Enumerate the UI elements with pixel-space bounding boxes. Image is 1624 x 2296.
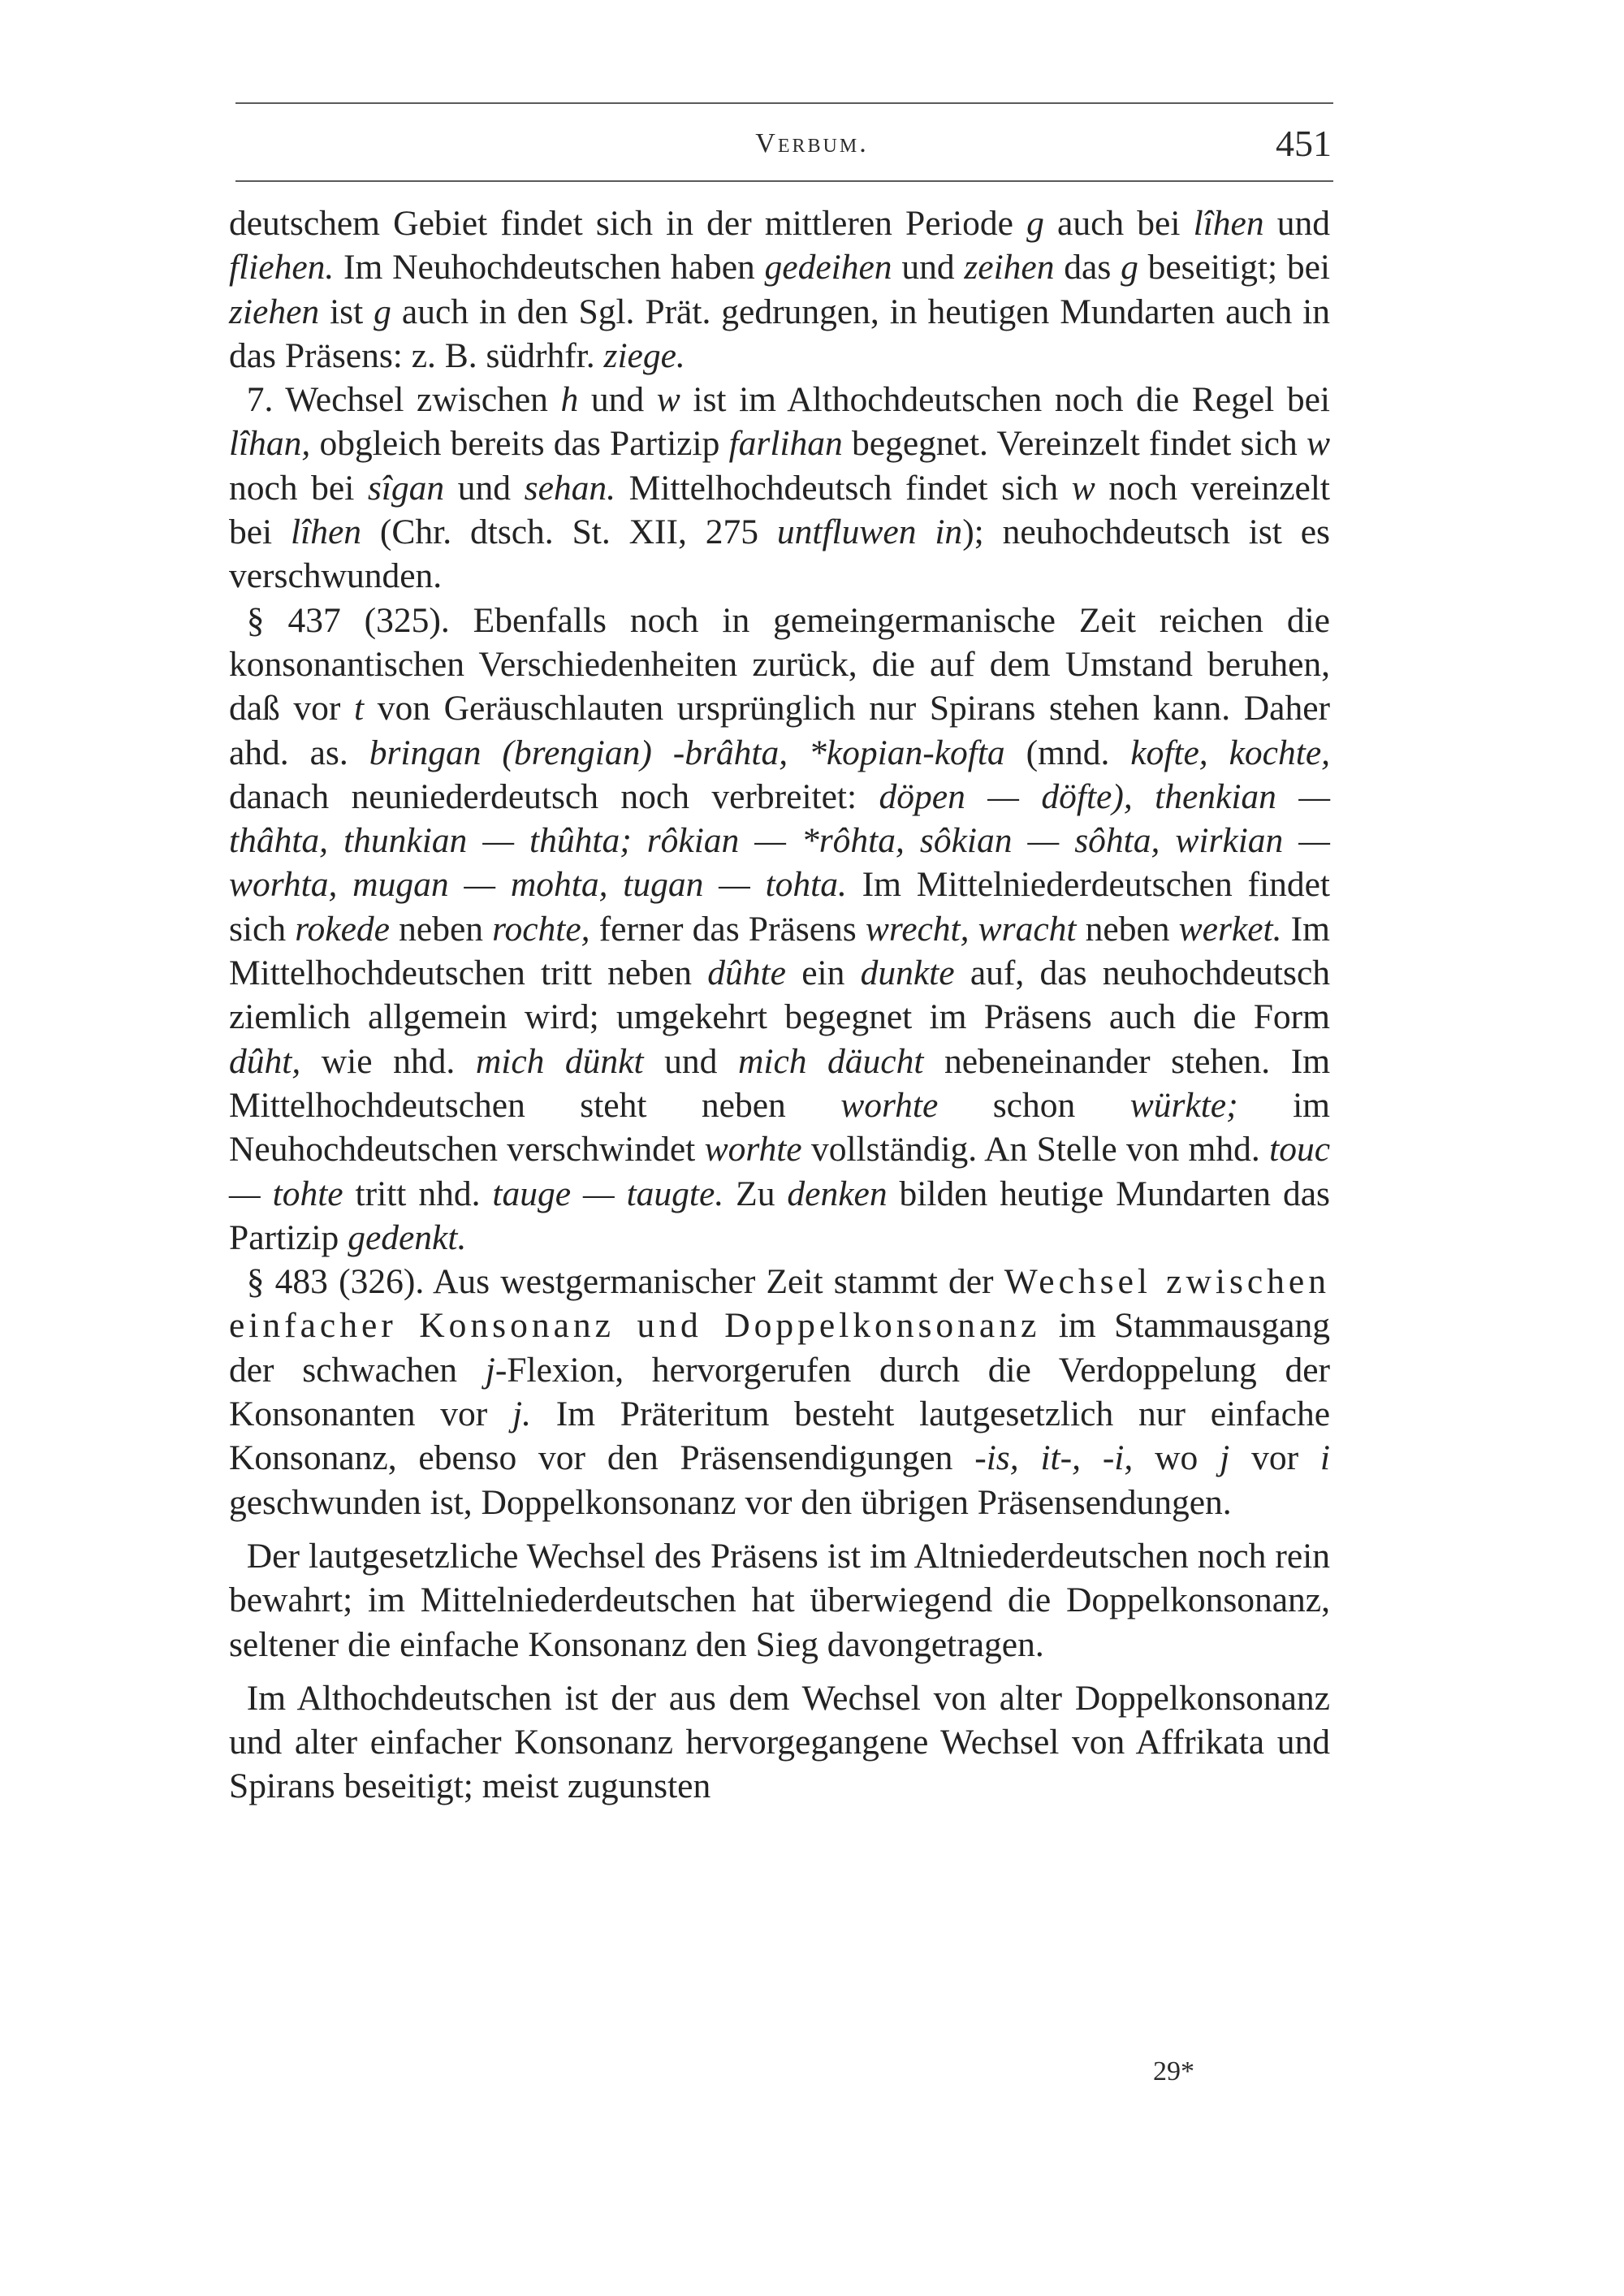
- italic-term: ziehen: [229, 292, 320, 331]
- text-run: und: [1263, 204, 1331, 243]
- text-run: Im Althochdeutschen ist der aus dem Wechsel von alter Doppelkonsonanz und alter einfacher Konsonanz hervorgegangene Wechsel von Affrikata und Spirans beseitigt; meist zugunsten: [229, 1678, 1330, 1806]
- text-run: ein: [785, 953, 861, 993]
- italic-term: worhte: [704, 1130, 802, 1170]
- text-run: und: [892, 248, 965, 288]
- paragraph: [229, 1676, 1330, 1809]
- italic-term: bringan (brengian) -brâhta, *kopian-kofta: [369, 733, 1005, 772]
- text-run: und: [643, 1041, 738, 1081]
- italic-term: g: [1026, 204, 1044, 243]
- text-run: danach neuniederdeutsch noch verbreitet:: [229, 776, 879, 816]
- italic-term: sîgan: [367, 468, 445, 508]
- italic-term: t: [354, 689, 365, 729]
- text-run: im Stammausgang der schwachen: [229, 1306, 1330, 1390]
- text-run: tritt nhd.: [343, 1174, 493, 1213]
- text-run: Im Mittelniederdeutschen findet sich: [229, 865, 1330, 949]
- italic-term: j: [485, 1350, 495, 1390]
- text-run: ist: [319, 292, 374, 331]
- text-run: 7. Wechsel zwischen: [246, 380, 561, 420]
- paragraph: [229, 1260, 1330, 1524]
- italic-term: g: [1121, 248, 1138, 288]
- italic-term: rokede: [295, 909, 390, 949]
- text-run: Mittelhochdeutsch findet sich: [615, 468, 1072, 508]
- italic-term: worhte: [840, 1085, 939, 1125]
- paragraph: [229, 1534, 1330, 1667]
- italic-term: i: [1320, 1438, 1330, 1478]
- paragraph: [229, 201, 1330, 378]
- italic-term: dûht,: [229, 1041, 301, 1081]
- signature-mark: 29*: [1153, 2056, 1194, 2086]
- italic-term: gedenkt.: [348, 1217, 467, 1257]
- italic-term: g: [374, 292, 391, 331]
- header-rule-top: [235, 102, 1333, 104]
- italic-term: döpen — döfte), thenkian — thâhta, thunkian — thûhta; rôkian — *rôhta, sôkian — sôhta, wirkian — worhta, mugan — mohta, tugan — tohta.: [229, 776, 1331, 905]
- italic-term: sehan.: [524, 468, 616, 508]
- italic-term: w: [656, 380, 680, 420]
- italic-term: lîhan,: [229, 424, 311, 464]
- paragraph: [229, 599, 1330, 1260]
- italic-term: w: [1071, 468, 1095, 508]
- italic-term: fliehen.: [229, 248, 335, 288]
- page-number: 451: [1276, 123, 1332, 164]
- italic-term: denken: [787, 1174, 888, 1213]
- italic-term: lîhen: [1193, 204, 1264, 243]
- text-run: Der lautgesetzliche Wechsel des Präsens ist im Altniederdeutschen noch rein bewahrt; im Mittelniederdeutschen hat überwiegend die Doppelkonsonanz, seltener die einfache Konsonanz den Sieg davongetragen.: [229, 1536, 1330, 1664]
- running-head: Verbum.: [755, 128, 869, 158]
- text-run: (mnd.: [1004, 733, 1131, 772]
- text-run: geschwunden ist, Doppelkonsonanz vor den übrigen Präsensendungen.: [229, 1482, 1232, 1522]
- italic-term: tauge — taugte.: [492, 1174, 724, 1213]
- text-run: Im Präteritum besteht lautgesetzlich nur einfache Konsonanz, ebenso vor den Präsensendigungen: [229, 1394, 1331, 1478]
- text-run: im Neuhochdeutschen verschwindet: [229, 1085, 1330, 1170]
- text-run: beseitigt; bei: [1138, 248, 1330, 288]
- text-run: noch bei: [229, 468, 368, 508]
- text-run: und: [578, 380, 657, 420]
- italic-term: w: [1306, 424, 1330, 464]
- text-run: nebeneinander stehen. Im Mittelhochdeutschen steht neben: [229, 1041, 1331, 1125]
- italic-term: rochte,: [492, 909, 590, 949]
- italic-term: touc — tohte: [229, 1130, 1331, 1213]
- italic-term: lîhen: [291, 512, 362, 552]
- italic-term: j.: [512, 1394, 531, 1434]
- text-run: deutschem Gebiet findet sich in der mittleren Periode: [229, 204, 1027, 243]
- italic-term: werket.: [1178, 909, 1282, 949]
- body-text: [229, 201, 1330, 1809]
- italic-term: dunkte: [860, 953, 955, 993]
- italic-term: gedeihen: [764, 248, 892, 288]
- text-run: wie nhd.: [300, 1041, 476, 1081]
- text-run: Im Mittelhochdeutschen tritt neben: [229, 909, 1330, 993]
- text-run: neben: [1076, 909, 1179, 949]
- text-run: Im Neuhochdeutschen haben: [334, 248, 765, 288]
- paragraph: [229, 378, 1330, 598]
- italic-term: j: [1220, 1438, 1230, 1478]
- italic-term: kofte, kochte,: [1130, 733, 1330, 772]
- text-run: auf, das neuhochdeutsch ziemlich allgemein wird; umgekehrt begegnet im Präsens auch die Form: [229, 953, 1330, 1037]
- text-run: vor: [1229, 1438, 1320, 1478]
- italic-term: farlihan: [728, 424, 843, 464]
- italic-term: zeihen: [964, 248, 1055, 288]
- italic-term: ziege.: [603, 335, 685, 375]
- text-run: auch bei: [1043, 204, 1194, 243]
- italic-term: dûhte: [707, 953, 786, 993]
- header-rule-bottom: [235, 180, 1333, 182]
- text-run: obgleich bereits das Partizip: [310, 424, 729, 464]
- spaced-emphasis: Wechsel zwischen einfacher Konsonanz und Doppelkonsonanz: [229, 1262, 1330, 1346]
- text-run: und: [444, 468, 525, 508]
- text-run: neben: [389, 909, 493, 949]
- italic-term: wrecht, wracht: [865, 909, 1077, 949]
- text-run: (Chr. dtsch. St. XII, 275: [361, 512, 777, 552]
- text-run: noch vereinzelt bei: [229, 468, 1331, 552]
- text-run: begegnet. Vereinzelt findet sich: [842, 424, 1307, 464]
- text-run: bilden heutige Mundarten das Partizip: [229, 1174, 1330, 1257]
- text-run: § 483 (326). Aus westgermanischer Zeit stammt der: [246, 1262, 1004, 1302]
- italic-term: würkte;: [1129, 1085, 1238, 1125]
- text-run: ferner das Präsens: [590, 909, 866, 949]
- text-run: auch in den Sgl. Prät. gedrungen, in heutigen Mundarten auch in das Präsens: z. B. südrhfr.: [229, 292, 1330, 375]
- text-run: schon: [938, 1085, 1130, 1125]
- italic-term: mich däucht: [737, 1041, 924, 1081]
- text-run: vollständig. An Stelle von mhd.: [801, 1130, 1270, 1170]
- text-run: Zu: [723, 1174, 788, 1213]
- text-run: wo: [1133, 1438, 1220, 1478]
- text-run: § 437 (325). Ebenfalls noch in gemeingermanische Zeit reichen die konsonantischen Verschiedenheiten zurück, die auf dem Umstand beruhen, daß vor: [229, 600, 1330, 729]
- italic-term: mich dünkt: [475, 1041, 644, 1081]
- italic-term: h: [560, 380, 579, 420]
- text-run: von Geräuschlauten ursprünglich nur Spirans stehen kann. Daher ahd. as.: [229, 689, 1331, 772]
- italic-term: -is, it-, -i,: [974, 1438, 1134, 1478]
- text-run: ist im Althochdeutschen noch die Regel bei: [680, 380, 1331, 420]
- text-run: -Flexion, hervorgerufen durch die Verdoppelung der Konsonanten vor: [229, 1350, 1330, 1434]
- text-run: das: [1054, 248, 1121, 288]
- text-run: ); neuhochdeutsch ist es verschwunden.: [229, 512, 1330, 596]
- italic-term: untfluwen in: [776, 512, 963, 552]
